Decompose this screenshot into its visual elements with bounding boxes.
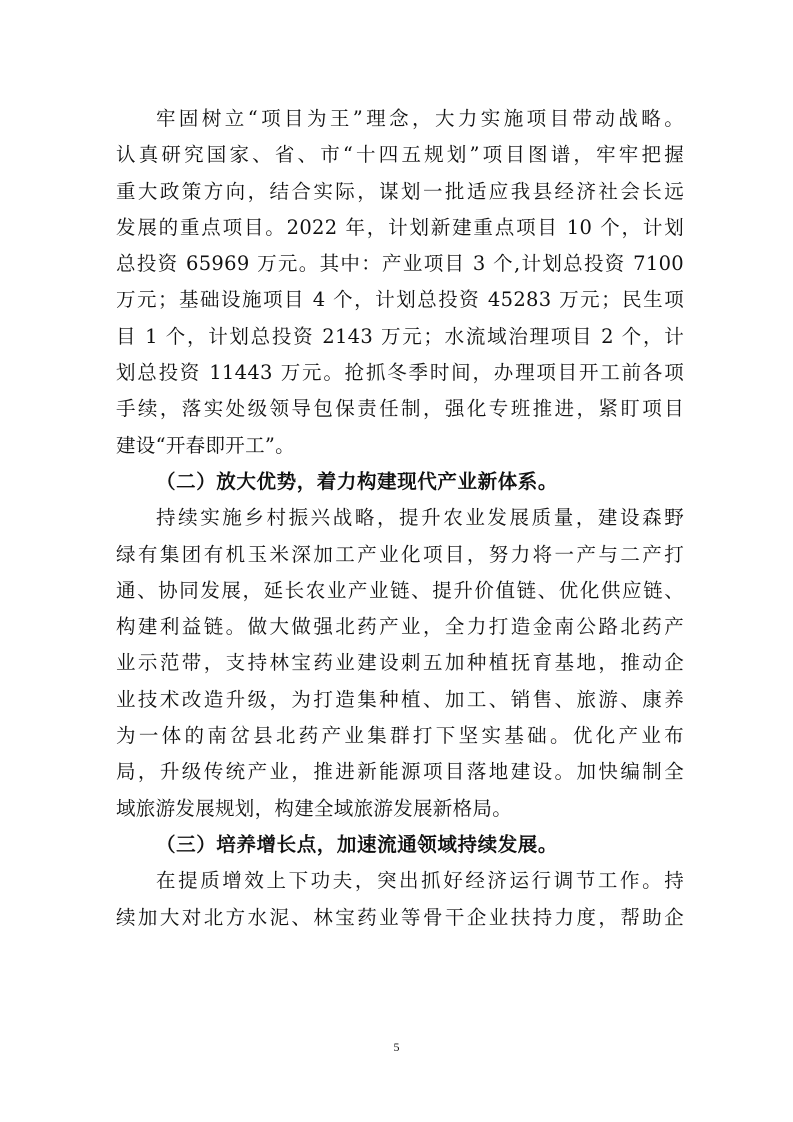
body-line: 发展的重点项目。2022 年，计划新建重点项目 10 个，计划 bbox=[116, 215, 684, 239]
body-line: 建设“开春即开工”。 bbox=[116, 433, 295, 457]
body-line: 牢固树立“项目为王”理念，大力实施项目带动战略。 bbox=[156, 107, 684, 130]
body-line: 重大政策方向，结合实际，谋划一批适应我县经济社会长远 bbox=[116, 179, 684, 203]
body-line: 划总投资 11443 万元。抢抓冬季时间，办理项目开工前各项 bbox=[116, 361, 684, 385]
page-number: 5 bbox=[393, 1040, 400, 1054]
body-line: 手续，落实处级领导包保责任制，强化专班推进，紧盯项目 bbox=[116, 397, 684, 421]
body-line: 绿有集团有机玉米深加工产业化项目，努力将一产与二产打 bbox=[116, 542, 684, 566]
body-line: 万元；基础设施项目 4 个，计划总投资 45283 万元；民生项 bbox=[116, 288, 684, 312]
document-body bbox=[116, 101, 684, 936]
body-line: 在提质增效上下功夫，突出抓好经济运行调节工作。持 bbox=[156, 869, 684, 893]
body-line: 为一体的南岔县北药产业集群打下坚实基础。优化产业布 bbox=[116, 724, 684, 748]
body-line: 目 1 个，计划总投资 2143 万元；水流域治理项目 2 个，计 bbox=[116, 324, 684, 348]
body-line: 业示范带，支持林宝药业建设刺五加种植抚育基地，推动企 bbox=[116, 651, 684, 675]
body-line: 总投资 65969 万元。其中：产业项目 3 个,计划总投资 7100 bbox=[116, 252, 684, 276]
body-line: 业技术改造升级，为打造集种植、加工、销售、旅游、康养 bbox=[116, 687, 684, 711]
section-heading: （二）放大优势，着力构建现代产业新体系。 bbox=[156, 469, 559, 493]
body-line: 持续实施乡村振兴战略，提升农业发展质量，建设森野 bbox=[156, 506, 684, 530]
body-line: 局，升级传统产业，推进新能源项目落地建设。加快编制全 bbox=[116, 760, 684, 784]
body-line: 构建利益链。做大做强北药产业，全力打造金南公路北药产 bbox=[116, 615, 684, 639]
section-heading: （三）培养增长点，加速流通领域持续发展。 bbox=[156, 832, 559, 856]
body-line: 认真研究国家、省、市“十四五规划”项目图谱，牢牢把握 bbox=[116, 143, 684, 167]
body-line: 通、协同发展，延长农业产业链、提升价值链、优化供应链、 bbox=[116, 578, 684, 602]
body-line: 续加大对北方水泥、林宝药业等骨干企业扶持力度，帮助企 bbox=[116, 905, 684, 929]
body-line: 域旅游发展规划，构建全域旅游发展新格局。 bbox=[116, 796, 513, 820]
